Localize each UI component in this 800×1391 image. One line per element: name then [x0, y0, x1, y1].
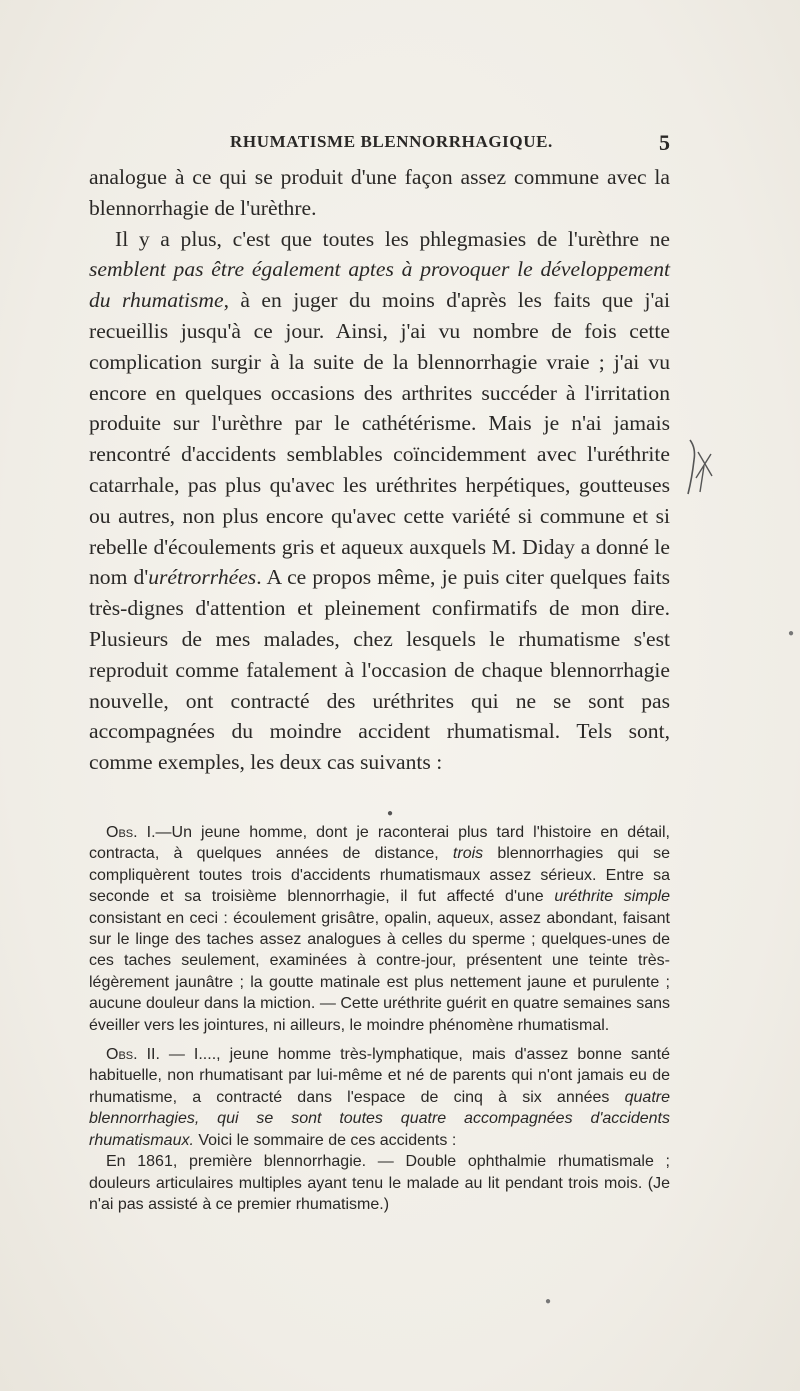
paragraph-2 — [89, 224, 670, 778]
text-run: Voici le sommaire de ces accidents : — [193, 1131, 457, 1149]
paragraph-1: analogue à ce qui se produit d'une façon assez commune avec la blennorrhagie de l'urèthre. — [89, 165, 670, 220]
main-text — [89, 162, 670, 778]
text-run: —Un jeune homme, dont je raconterai plus tard l'histoire en détail, contracta, à quelques années de distance, — [89, 824, 670, 863]
text-run: — I...., jeune homme très-lymphatique, mais d'assez bonne santé habituelle, non rhumatisant par lui-même et né de parents qui n'ont jamais eu de rhumatisme, a contracté dans l'espace de cinq à six années — [89, 1046, 670, 1106]
page-header — [92, 132, 670, 160]
text-run: . A ce propos même, je puis citer quelques faits très-dignes d'attention et pleinement confirmatifs de mon dire. Plusieurs de mes malades, chez lesquels le rhumatisme s'est reproduit comme fatalement à l'occasion de chaque blennorrhagie nouvelle, ont contracté des uréthrites qui ne se sont pas accompagnées du moindre accident rhumatismal. Tels sont, comme exemples, les deux cas suivants : — [89, 565, 670, 775]
text-run: consistant en ceci : écoulement grisâtre, opalin, aqueux, assez abondant, faisant sur le linge des taches assez analogues à celles du sperme ; quelques-unes de ces taches seulement, examinées à contre-jour, présentent une teinte très-légèrement jaunâtre ; la goutte matinale est plus nettement jaune et purulente ; aucune douleur dans la miction. — Cette uréthrite guérit en quatre semaines sans éveiller vers les jointures, ni ailleurs, le moindre phénomène rhumatismal. — [89, 909, 670, 1034]
observation-2 — [89, 1044, 670, 1151]
ornament-dot: ● — [387, 808, 394, 819]
stray-mark: ● — [788, 628, 795, 639]
emphasis-run: semblent pas être également aptes à provoquer le développement du rhumatisme — [89, 257, 670, 313]
emphasis-run: urétrorrhées — [148, 565, 257, 590]
emphasis-run: uréthrite simple — [554, 888, 671, 906]
margin-annotation-mark — [686, 438, 716, 498]
text-run: , à en juger du moins d'après les faits que j'ai recueillis jusqu'à ce jour. Ainsi, j'ai vu nombre de fois cette complication surgir à la suite de la blennorrhagie vraie ; j'ai vu encore en quelques occasions des arthrites succéder à l'irritation produite sur l'urèthre par le cathétérisme. Mais je n'ai jamais rencontré d'accidents semblables coïncidemment avec l'uréthrite catarrhale, pas plus qu'avec les uréthrites herpétiques, goutteuses ou autres, non plus encore qu'avec cette variété si commune et si rebelle d'écoulements gris et aqueux auxquels M. Diday a donné le nom d' — [89, 288, 671, 590]
emphasis-run: trois — [452, 845, 484, 863]
emphasis-run: quatre blennorrhagies, qui se sont toutes quatre accompagnées d'accidents rhumatismaux. — [89, 1088, 670, 1149]
observations — [89, 822, 670, 1223]
running-title: RHUMATISME BLENNORRHAGIQUE. — [230, 132, 553, 151]
text-run: blennorrhagies qui se compliquèrent toutes trois d'accidents rhumatismaux assez sérieux. Entre sa seconde et sa troisième blennorrhagie, il fut affecté d'une — [89, 845, 671, 906]
observation-label: Obs. I. — [106, 824, 156, 841]
observation-2-detail: En 1861, première blennorrhagie. — Double ophthalmie rhumatismale ; douleurs articulaires multiples ayant tenu le malade au lit pendant trois mois. (Je n'ai pas assisté à ce premier rhumatisme.) — [89, 1153, 670, 1213]
page-number: 5 — [659, 130, 670, 155]
observation-1 — [89, 822, 670, 1036]
observation-label: Obs. II. — [106, 1046, 160, 1064]
stray-mark: ● — [545, 1296, 552, 1307]
text-run: Il y a plus, c'est que toutes les phlegmasies de l'urèthre ne — [115, 226, 670, 251]
